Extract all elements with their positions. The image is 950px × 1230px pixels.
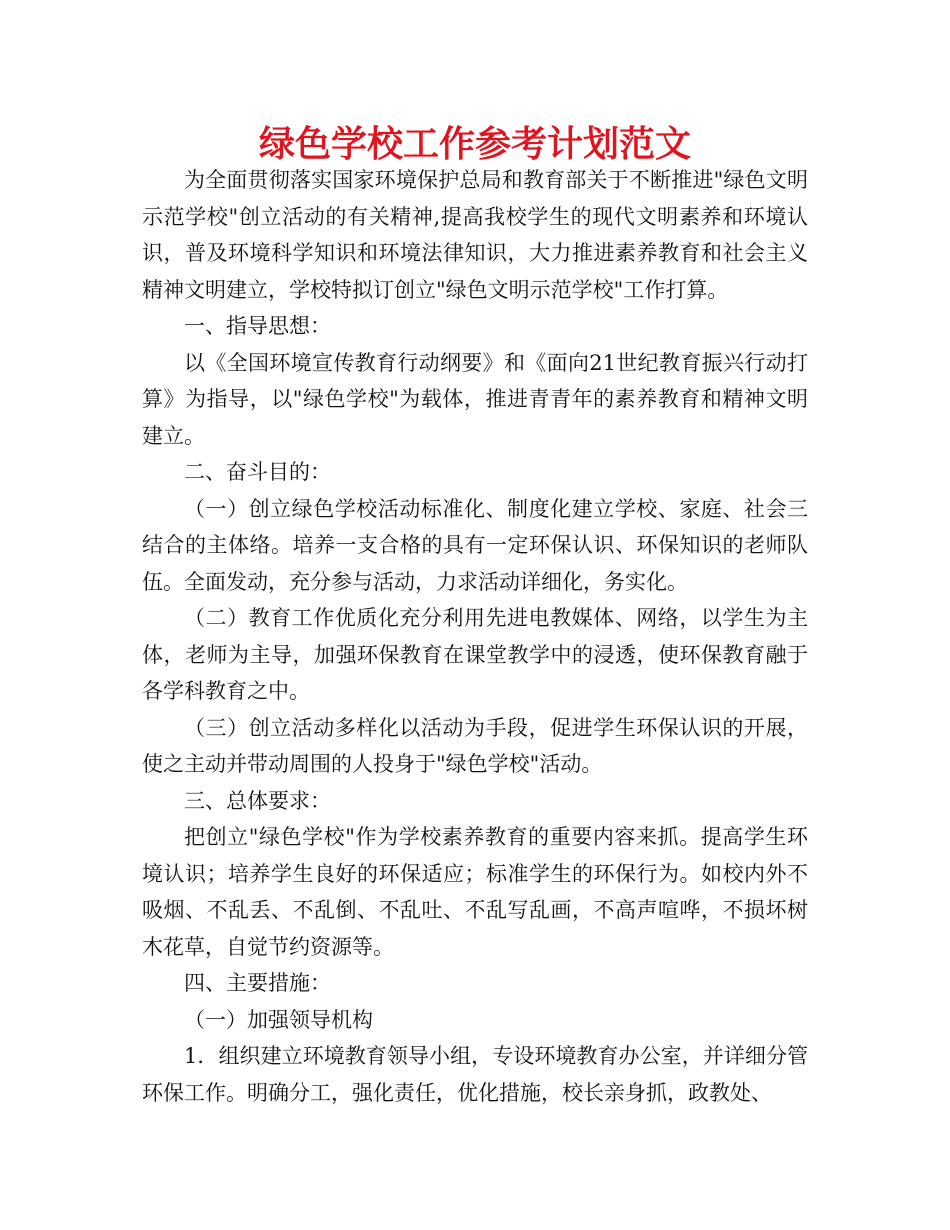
requirements-paragraph: 把创立"绿色学校"作为学校素养教育的重要内容来抓。提高学生环境认识；培养学生良好的环保适应；标准学生的环保行为。如校内外不吸烟、不乱丢、不乱倒、不乱吐、不乱写乱画，不高声喧哗，不损坏树木花草，自觉节约资源等。 [142, 825, 808, 959]
measures-subheading-1: （一）加强领导机构 [184, 1007, 373, 1032]
goal-item-3: （三）创立活动多样化以活动为手段，促进学生环保认识的开展，使之主动并带动周围的人投身于"绿色学校"活动。 [142, 715, 808, 776]
section-heading-requirements: 三、总体要求： [184, 788, 331, 813]
guiding-thought-paragraph: 以《全国环境宣传教育行动纲要》和《面向21世纪教育振兴行动打算》为指导，以"绿色学校"为载体，推进青青年的素养教育和精神文明建立。 [142, 350, 808, 448]
section-heading-goals: 二、奋斗目的： [184, 460, 331, 484]
section-heading-measures: 四、主要措施： [184, 971, 331, 995]
goal-item-2: （二）教育工作优质化充分利用先进电教媒体、网络，以学生为主体，老师为主导，加强环保教育在课堂教学中的浸透，使环保教育融于各学科教育之中。 [142, 606, 808, 703]
document-body [142, 162, 808, 1111]
measures-item-1: 1．组织建立环境教育领导小组，专设环境教育办公室，并详细分管环保工作。明确分工，强化责任，优化措施，校长亲身抓，政教处、 [142, 1044, 808, 1105]
goal-item-1: （一）创立绿色学校活动标准化、制度化建立学校、家庭、社会三结合的主体络。培养一支合格的具有一定环保认识、环保知识的老师队伍。全面发动，充分参与活动，力求活动详细化，务实化。 [142, 496, 808, 594]
section-heading-guiding-thought: 一、指导思想： [184, 314, 331, 338]
intro-paragraph: 为全面贯彻落实国家环境保护总局和教育部关于不断推进"绿色文明示范学校"创立活动的有关精神,提高我校学生的现代文明素养和环境认识，普及环境科学知识和环境法律知识，大力推进素养教育和社会主义精神文明建立，学校特拟订创立"绿色文明示范学校"工作打算。 [142, 168, 808, 302]
document-title: 绿色学校工作参考计划范文 [258, 124, 691, 165]
